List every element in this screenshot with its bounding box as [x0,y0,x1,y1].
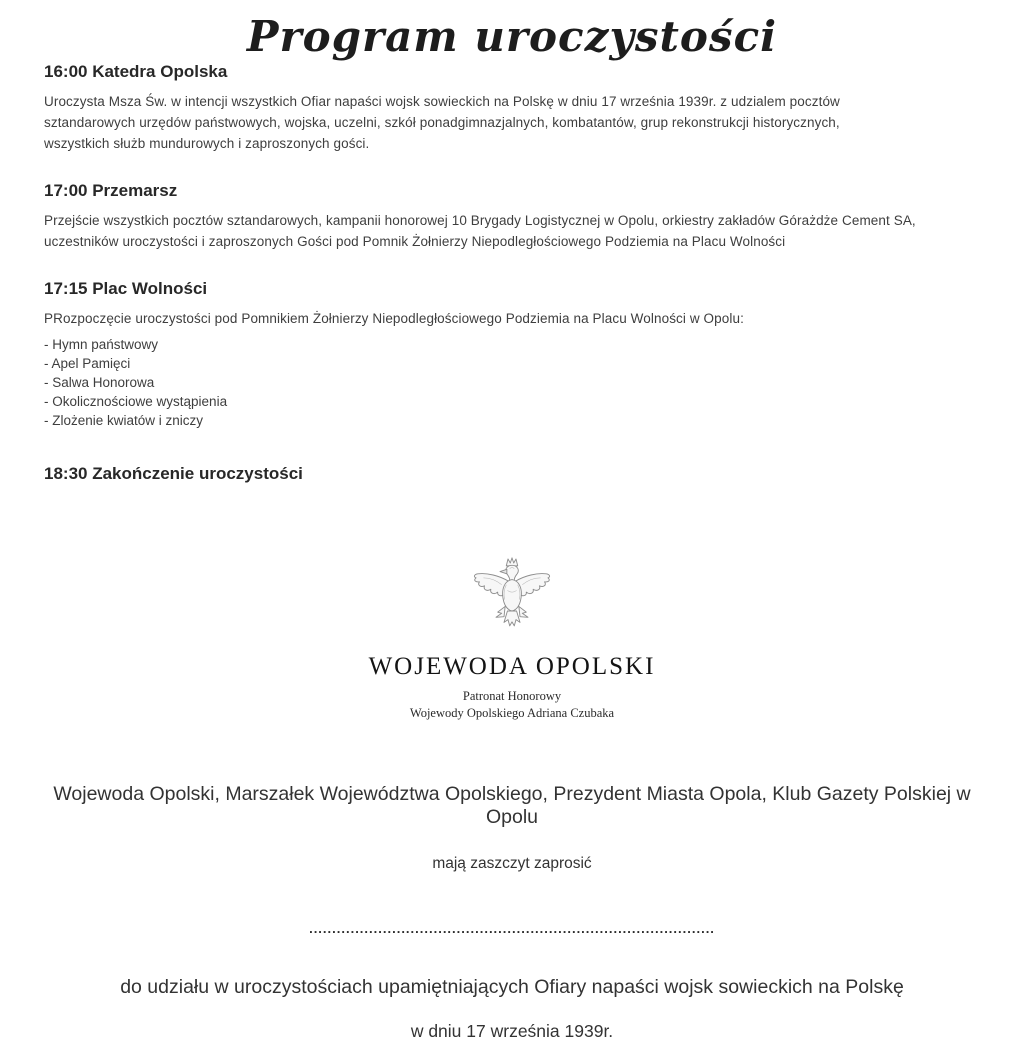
schedule-paragraph: Przejście wszystkich pocztów sztandarowych, kampanii honorowej 10 Brygady Logistycznej w Opolu, orkiestry zakładów Górażdże Cement SA, uczestników uroczystości i zaproszonych Gości pod Pomnik Żołnierzy Niepodległościowego Podziemia na Placu Wolności [44,213,916,249]
signature-dotted-line: ........................................................................................ [309,921,715,936]
hosts-line: Wojewoda Opolski, Marszałek Województwa Opolskiego, Prezydent Miasta Opola, Klub Gazety Polskiej w Opolu [53,783,971,828]
invitation-block [0,783,1024,1042]
list-item: - Zlożenie kwiatów i zniczy [44,413,204,428]
schedule-heading: 16:00 Katedra Opolska [44,62,228,81]
patronage-holder: Wojewody Opolskiego Adriana Czubaka [409,706,615,720]
schedule-entry-katedra [44,62,990,154]
list-item: - Hymn państwowy [44,337,159,352]
schedule-heading: 17:00 Przemarsz [44,181,178,200]
schedule-paragraph: Uroczysta Msza Św. w intencji wszystkich Ofiar napaści wojsk sowieckich na Polskę w dniu 17 września 1939r. z udzialem pocztów sztandarowych urzędów państwowych, wojska, uczelni, szkół ponadgimnazjalnych, kombatantów, grup rekonstrukcji historycznych, wszystkich służb mundurowych i zaproszonych gości. [44,94,840,151]
list-item: - Salwa Honorowa [44,375,155,390]
program-schedule [0,62,1024,484]
list-item: - Okolicznościowe wystąpienia [44,394,228,409]
office-name: WOJEWODA OPOLSKI [368,653,656,680]
page-title: Program uroczystości [246,12,778,61]
list-item: - Apel Pamięci [44,356,131,371]
patronage-block [0,556,1024,721]
polish-eagle-coat-of-arms-icon [472,556,552,642]
purpose-line: do udziału w uroczystościach upamiętniających Ofiary napaści wojsk sowieckich na Polskę [120,976,904,998]
schedule-heading-zakonczenie: 18:30 Zakończenie uroczystości [44,464,303,483]
schedule-entry-plac-wolnosci [44,279,990,430]
date-line: w dniu 17 września 1939r. [410,1021,614,1041]
schedule-paragraph: PRozpoczęcie uroczystości pod Pomnikiem Żołnierzy Niepodległościowego Podziemia na Placu Wolności w Opolu: [44,311,744,326]
schedule-heading: 17:15 Plac Wolności [44,279,208,298]
ceremony-items-list [44,335,990,430]
invite-line: mają zaszczyt zaprosić [432,855,592,872]
schedule-entry-przemarsz [44,181,990,252]
patronage-title: Patronat Honorowy [462,689,562,703]
